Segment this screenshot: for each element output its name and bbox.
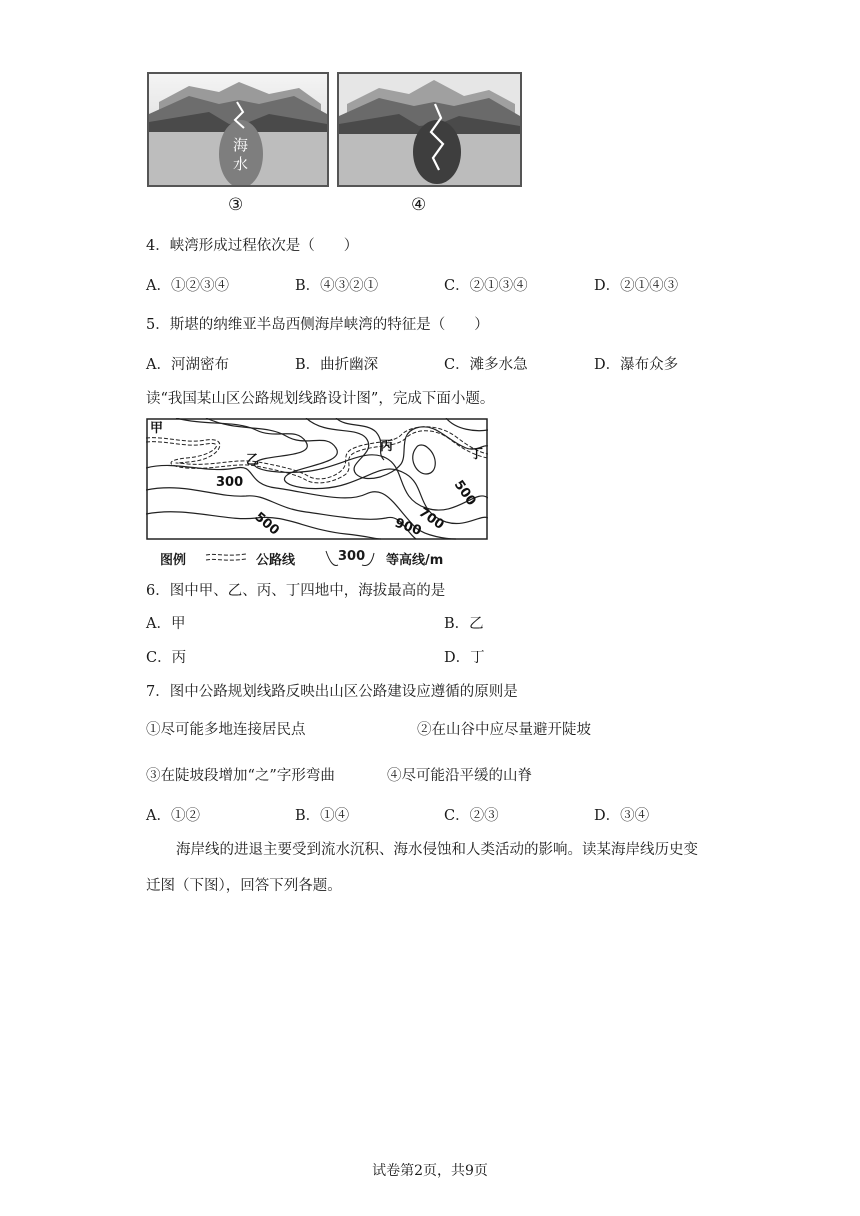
panel-3-label: ③ (228, 195, 244, 215)
question-5-option-d: D．瀑布众多 (594, 357, 679, 373)
legend-title: 图例 (160, 553, 187, 568)
question-7-statement-1: ①尽可能多地连接居民点 (146, 722, 306, 738)
question-4-option-d: D．②①④③ (594, 278, 679, 294)
question-7-option-c: C．②③ (444, 808, 499, 824)
place-label-ding: 丁 (470, 447, 484, 462)
section-intro-road-map: 读“我国某山区公路规划线路设计图”，完成下面小题。 (146, 391, 495, 407)
legend-contour-label: 等高线/m (386, 553, 444, 568)
question-4-option-a: A．①②③④ (146, 278, 229, 294)
question-7-option-a: A．①② (146, 808, 200, 824)
question-5-option-b: B．曲折幽深 (295, 357, 379, 373)
question-5-stem: 5．斯堪的纳维亚半岛西侧海岸峡湾的特征是（ ） (146, 317, 489, 333)
place-label-jia: 甲 (150, 421, 164, 436)
road-symbol-icon (204, 551, 248, 565)
question-6-option-b: B．乙 (444, 616, 484, 632)
contour-label-500-left: 500 (251, 509, 282, 539)
map-legend (160, 549, 500, 571)
question-7-statement-4: ④尽可能沿平缓的山脊 (387, 768, 532, 784)
question-7-option-d: D．③④ (594, 808, 650, 824)
contour-label-500-right: 500 (450, 477, 479, 509)
question-5-option-c: C．滩多水急 (444, 357, 528, 373)
fjord-panel-4 (337, 72, 522, 187)
contour-label-700: 700 (415, 504, 447, 533)
question-4-option-c: C．②①③④ (444, 278, 528, 294)
fjord-panel-3 (147, 72, 329, 187)
road-contour-map (146, 418, 488, 540)
sea-water-label-2: 水 (233, 155, 249, 173)
legend-road-label: 公路线 (256, 553, 296, 568)
question-6-option-c: C．丙 (146, 650, 187, 666)
question-5-option-a: A．河湖密布 (146, 357, 229, 373)
legend-contour-value: 300 (338, 549, 366, 564)
contour-label-300: 300 (216, 475, 244, 490)
question-4-stem: 4．峡湾形成过程依次是（ ） (146, 238, 359, 254)
fjord-block-diagram-4 (339, 74, 520, 185)
panel-4-label: ④ (411, 195, 427, 215)
question-7-option-b: B．①④ (295, 808, 350, 824)
sea-water-label-1: 海 (233, 136, 249, 154)
section-intro-coastline-line-1: 海岸线的进退主要受到流水沉积、海水侵蚀和人类活动的影响。读某海岸线历史变 (176, 842, 698, 858)
question-7-stem: 7．图中公路规划线路反映出山区公路建设应遵循的原则是 (146, 684, 518, 700)
section-intro-coastline-line-2: 迁图（下图），回答下列各题。 (146, 878, 342, 894)
question-4-option-b: B．④③②① (295, 278, 379, 294)
page-footer: 试卷第2页，共9页 (372, 1163, 488, 1179)
place-label-yi: 乙 (246, 453, 260, 468)
question-6-option-d: D．丁 (444, 650, 485, 666)
question-7-statement-3: ③在陡坡段增加“之”字形弯曲 (146, 768, 335, 784)
question-6-stem: 6．图中甲、乙、丙、丁四地中，海拔最高的是 (146, 583, 446, 599)
question-7-statement-2: ②在山谷中应尽量避开陡坡 (417, 722, 591, 738)
place-label-bing: 丙 (380, 439, 394, 454)
contour-label-900: 900 (392, 515, 424, 540)
question-6-option-a: A．甲 (146, 616, 186, 632)
